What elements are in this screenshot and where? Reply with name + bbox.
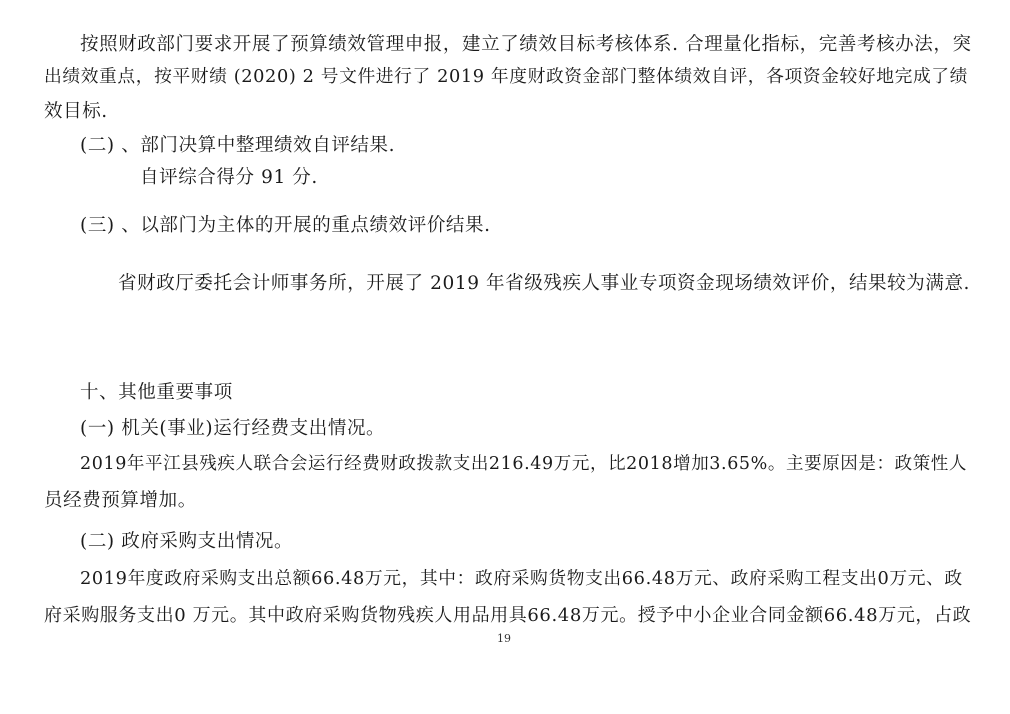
paragraph-line: 出绩效重点，按平财绩 (2020) 2 号文件进行了 2019 年度财政资金部门整体绩效自评，各项资金较好地完成了绩 bbox=[44, 67, 968, 87]
paragraph-line: 员经费预算增加。 bbox=[44, 490, 197, 511]
section-heading: (三) 、以部门为主体的开展的重点绩效评价结果. bbox=[80, 215, 491, 236]
section-heading: (二) 、部门决算中整理绩效自评结果. bbox=[80, 135, 396, 156]
paragraph-line: 省财政厅委托会计师事务所，开展了 2019 年省级残疾人事业专项资金现场绩效评价，结果较为满意. bbox=[118, 273, 971, 294]
page-number: 19 bbox=[497, 632, 511, 645]
paragraph-line: 2019年度政府采购支出总额66.48万元，其中：政府采购货物支出66.48万元、政府采购工程支出0万元、政 bbox=[80, 569, 963, 589]
chapter-heading: 十、其他重要事项 bbox=[80, 382, 233, 403]
paragraph-line: 府采购服务支出0 万元。其中政府采购货物残疾人用品用具66.48万元。授予中小企业合同金额66.48万元，占政 bbox=[44, 605, 972, 626]
paragraph-line: 按照财政部门要求开展了预算绩效管理申报，建立了绩效目标考核体系. 合理量化指标，完善考核办法，突 bbox=[80, 34, 972, 55]
paragraph-line: 2019年平江县残疾人联合会运行经费财政拨款支出216.49万元，比2018增加3.65%。主要原因是：政策性人 bbox=[80, 454, 967, 474]
paragraph-line: 自评综合得分 91 分. bbox=[140, 167, 318, 188]
section-heading: (一) 机关(事业)运行经费支出情况。 bbox=[80, 418, 386, 439]
section-heading: (二) 政府采购支出情况。 bbox=[80, 531, 294, 552]
paragraph-line: 效目标. bbox=[44, 101, 108, 122]
